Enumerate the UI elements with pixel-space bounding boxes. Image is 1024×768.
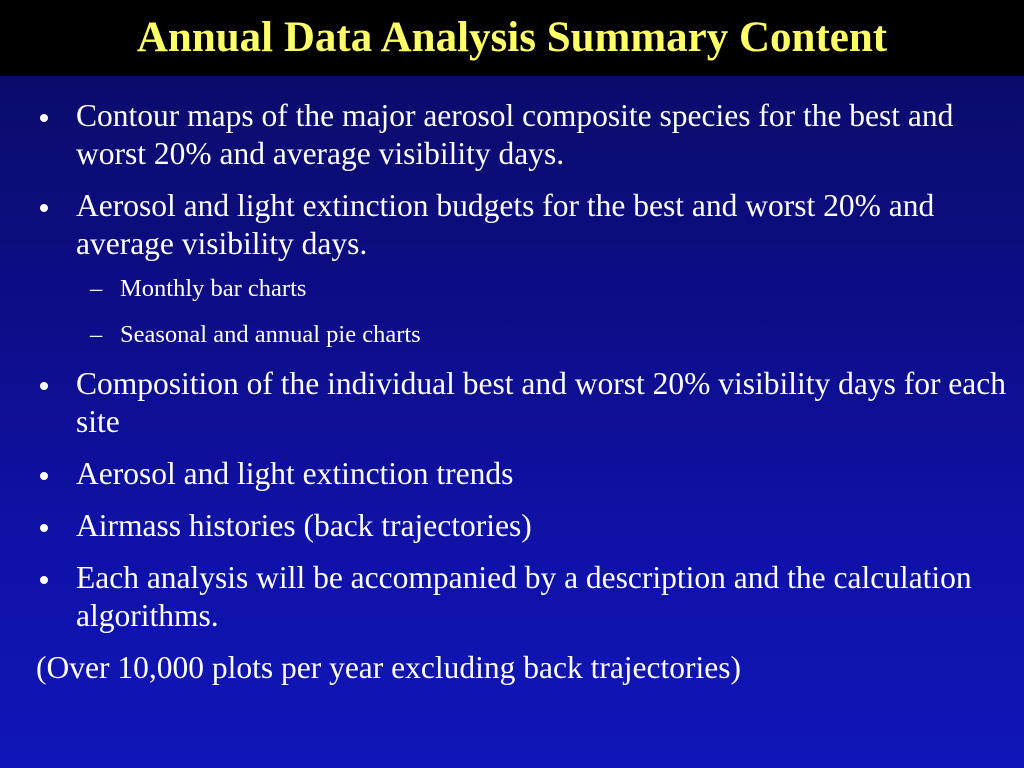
bullet-text: Aerosol and light extinction trends — [76, 456, 514, 491]
bullet-text: Aerosol and light extinction budgets for the best and worst 20% and average visibility days. — [76, 188, 935, 261]
bullet-text: Contour maps of the major aerosol composite species for the best and worst 20% and average visibility days. — [76, 98, 954, 171]
bullet-dot-icon — [40, 204, 48, 212]
bullet-item — [36, 507, 1006, 545]
summary-note: (Over 10,000 plots per year excluding back trajectories) — [36, 650, 741, 685]
bullet-list — [36, 97, 1006, 687]
sub-bullet-text: Monthly bar charts — [120, 275, 307, 302]
bullet-item — [36, 559, 1006, 635]
bullet-dot-icon — [40, 524, 48, 532]
bullet-dot-icon — [40, 472, 48, 480]
slide-title: Annual Data Analysis Summary Content — [136, 14, 888, 61]
bullet-item — [36, 97, 1006, 173]
title-bar — [0, 0, 1024, 76]
bullet-dot-icon — [40, 382, 48, 390]
bullet-item — [36, 187, 1006, 263]
bullet-dot-icon — [40, 576, 48, 584]
bullet-item — [36, 455, 1006, 493]
dash-icon: – — [90, 275, 103, 302]
bullet-text: Composition of the individual best and worst 20% visibility days for each site — [76, 366, 1007, 439]
bullet-text: Airmass histories (back trajectories) — [76, 508, 532, 543]
sub-bullet-text: Seasonal and annual pie charts — [120, 321, 421, 348]
sub-bullet-item — [90, 273, 1006, 305]
bullet-text: Each analysis will be accompanied by a description and the calculation algorithms. — [76, 560, 972, 633]
bullet-dot-icon — [40, 114, 48, 122]
sub-bullet-item — [90, 319, 1006, 351]
dash-icon: – — [90, 321, 103, 348]
sub-bullet-list — [36, 273, 1006, 351]
bullet-item — [36, 365, 1006, 441]
